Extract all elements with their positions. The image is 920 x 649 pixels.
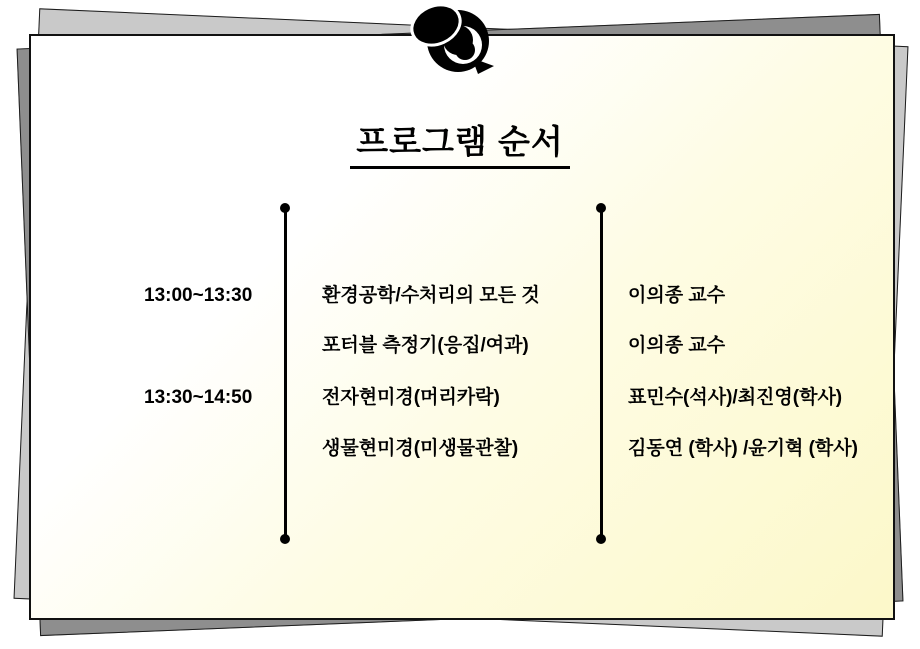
timeline-rule-left	[284, 208, 287, 539]
schedule-program: 생물현미경(미생물관찰)	[322, 438, 519, 459]
timeline-dot-bottom-left	[280, 534, 290, 544]
schedule-time: 13:30~14:50	[144, 387, 253, 408]
schedule-time: 13:00~13:30	[144, 285, 253, 306]
timeline-dot-top-left	[280, 203, 290, 213]
schedule-presenter: 이의종 교수	[628, 335, 726, 356]
schedule-presenter: 이의종 교수	[628, 285, 726, 306]
schedule-presenter: 김동연 (학사) /윤기혁 (학사)	[628, 438, 858, 459]
page-title-text: 프로그램 순서	[350, 116, 569, 169]
timeline-rule-right	[600, 208, 603, 539]
schedule-program: 포터블 측정기(응집/여과)	[322, 335, 529, 356]
schedule-program: 환경공학/수처리의 모든 것	[322, 285, 540, 306]
page-title	[0, 116, 920, 169]
timeline-dot-bottom-right	[596, 534, 606, 544]
pushpin-icon	[406, 0, 506, 80]
schedule-presenter: 표민수(석사)/최진영(학사)	[628, 387, 843, 408]
timeline-dot-top-right	[596, 203, 606, 213]
schedule-program: 전자현미경(머리카락)	[322, 387, 500, 408]
